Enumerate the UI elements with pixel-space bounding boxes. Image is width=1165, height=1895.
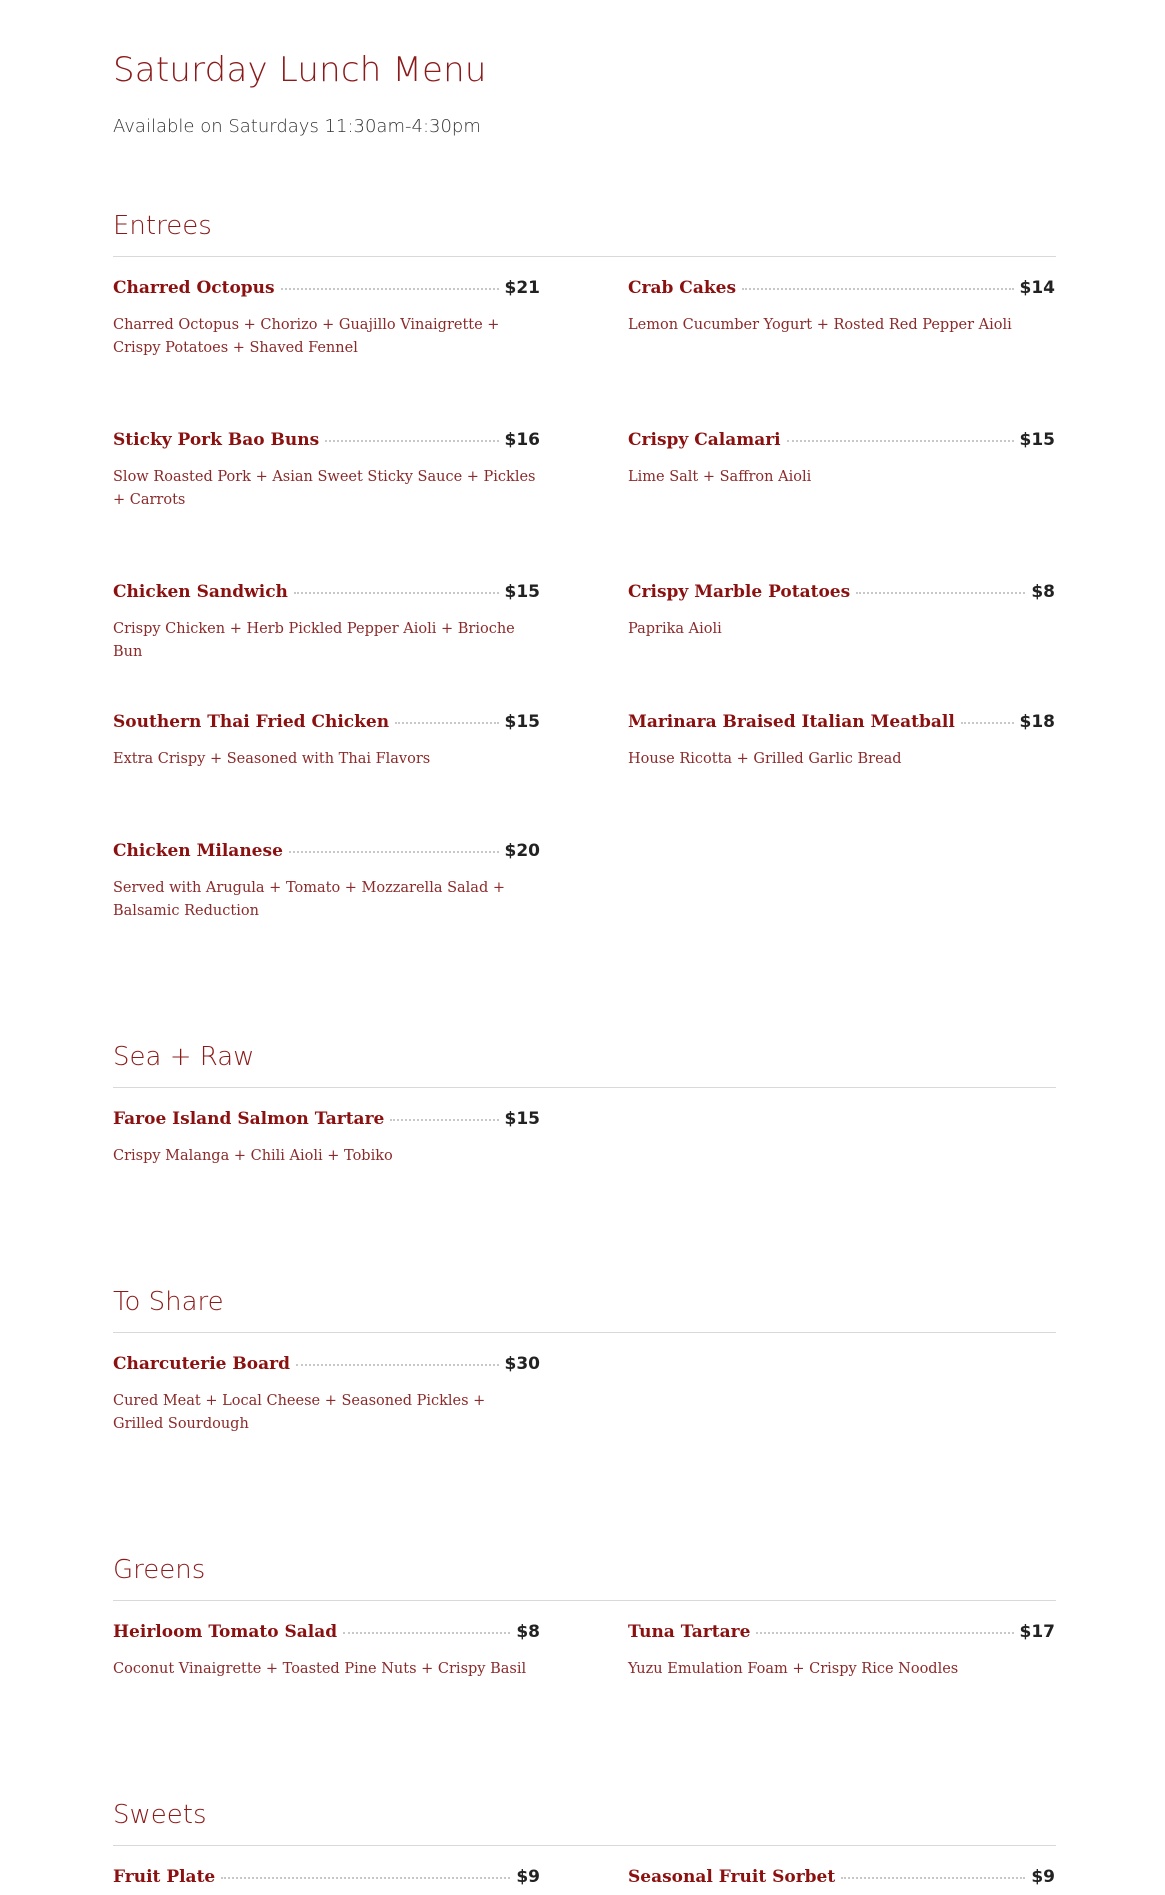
item-name: Sticky Pork Bao Buns [113, 430, 320, 450]
menu-item [628, 582, 1055, 641]
item-description: Crispy Chicken + Herb Pickled Pepper Aioli + Brioche Bun [113, 621, 515, 660]
item-description: Cured Meat + Local Cheese + Seasoned Pickles + Grilled Sourdough [113, 1393, 486, 1432]
item-price: $15 [504, 582, 540, 602]
menu-item [113, 1109, 540, 1168]
item-price: $18 [1019, 712, 1055, 732]
menu-item [628, 278, 1055, 337]
dot-leader [221, 1877, 510, 1879]
item-description: Crispy Malanga + Chili Aioli + Tobiko [113, 1148, 393, 1164]
item-name: Crispy Marble Potatoes [628, 582, 851, 602]
item-description: Extra Crispy + Seasoned with Thai Flavors [113, 751, 431, 767]
section-divider [113, 256, 1056, 257]
dot-leader [841, 1877, 1025, 1879]
item-price: $17 [1019, 1622, 1055, 1642]
section-divider [113, 1600, 1056, 1601]
page-title: Saturday Lunch Menu [113, 50, 487, 90]
item-description: House Ricotta + Grilled Garlic Bread [628, 751, 902, 767]
item-name: Fruit Plate [113, 1867, 216, 1887]
item-description: Paprika Aioli [628, 621, 722, 637]
item-price: $15 [504, 1109, 540, 1129]
item-price: $14 [1019, 278, 1055, 298]
dot-leader [289, 851, 499, 853]
item-price: $16 [504, 430, 540, 450]
dot-leader [296, 1364, 499, 1366]
page-subtitle: Available on Saturdays 11:30am-4:30pm [113, 116, 481, 137]
item-name: Charcuterie Board [113, 1354, 290, 1374]
menu-item [628, 430, 1055, 489]
dot-leader [961, 722, 1014, 724]
menu-item [113, 1622, 540, 1681]
item-name: Chicken Sandwich [113, 582, 288, 602]
item-price: $21 [504, 278, 540, 298]
dot-leader [390, 1119, 498, 1121]
section-title: To Share [113, 1287, 224, 1317]
section-greens [113, 1554, 1056, 1677]
dot-leader [756, 1632, 1013, 1634]
section-title: Entrees [113, 211, 212, 241]
menu-item [628, 1867, 1055, 1891]
menu-item [628, 1622, 1055, 1681]
item-name: Charred Octopus [113, 278, 275, 298]
item-price: $8 [516, 1622, 540, 1642]
item-name: Crab Cakes [628, 278, 737, 298]
dot-leader [325, 440, 498, 442]
item-description: Yuzu Emulation Foam + Crispy Rice Noodles [628, 1661, 959, 1677]
item-description: Served with Arugula + Tomato + Mozzarella Salad + Balsamic Reduction [113, 880, 505, 919]
item-name: Tuna Tartare [628, 1622, 751, 1642]
dot-leader [856, 592, 1025, 594]
item-price: $20 [504, 841, 540, 861]
item-name: Southern Thai Fried Chicken [113, 712, 390, 732]
item-name: Heirloom Tomato Salad [113, 1622, 338, 1642]
dot-leader [395, 722, 498, 724]
item-description: Coconut Vinaigrette + Toasted Pine Nuts + Crispy Basil [113, 1661, 527, 1677]
item-name: Marinara Braised Italian Meatball [628, 712, 955, 732]
item-price: $15 [1019, 430, 1055, 450]
item-name: Chicken Milanese [113, 841, 283, 861]
section-to-share [113, 1286, 1056, 1432]
dot-leader [281, 288, 499, 290]
item-name: Seasonal Fruit Sorbet [628, 1867, 836, 1887]
section-divider [113, 1332, 1056, 1333]
section-entrees [113, 210, 1056, 919]
menu-item [113, 430, 540, 512]
section-title: Greens [113, 1555, 206, 1585]
dot-leader [742, 288, 1013, 290]
menu-item [113, 278, 540, 360]
item-price: $8 [1031, 582, 1055, 602]
dot-leader [787, 440, 1014, 442]
menu-item [113, 1354, 540, 1436]
item-price: $30 [504, 1354, 540, 1374]
item-price: $15 [504, 712, 540, 732]
section-title: Sea + Raw [113, 1042, 255, 1072]
item-price: $9 [1031, 1867, 1055, 1887]
item-name: Faroe Island Salmon Tartare [113, 1109, 385, 1129]
section-title: Sweets [113, 1800, 207, 1830]
dot-leader [294, 592, 499, 594]
dot-leader [343, 1632, 510, 1634]
menu-item [113, 841, 540, 923]
item-description: Slow Roasted Pork + Asian Sweet Sticky Sauce + Pickles + Carrots [113, 469, 536, 508]
section-sea-raw [113, 1041, 1056, 1164]
menu-item [113, 712, 540, 771]
item-price: $9 [516, 1867, 540, 1887]
section-sweets [113, 1799, 1056, 1887]
item-description: Lemon Cucumber Yogurt + Rosted Red Pepper Aioli [628, 317, 1012, 333]
section-divider [113, 1087, 1056, 1088]
item-name: Crispy Calamari [628, 430, 781, 450]
item-description: Charred Octopus + Chorizo + Guajillo Vinaigrette + Crispy Potatoes + Shaved Fennel [113, 317, 500, 356]
menu-item [113, 582, 540, 664]
menu-item [113, 1867, 540, 1891]
item-description: Lime Salt + Saffron Aioli [628, 469, 812, 485]
section-divider [113, 1845, 1056, 1846]
menu-item [628, 712, 1055, 771]
